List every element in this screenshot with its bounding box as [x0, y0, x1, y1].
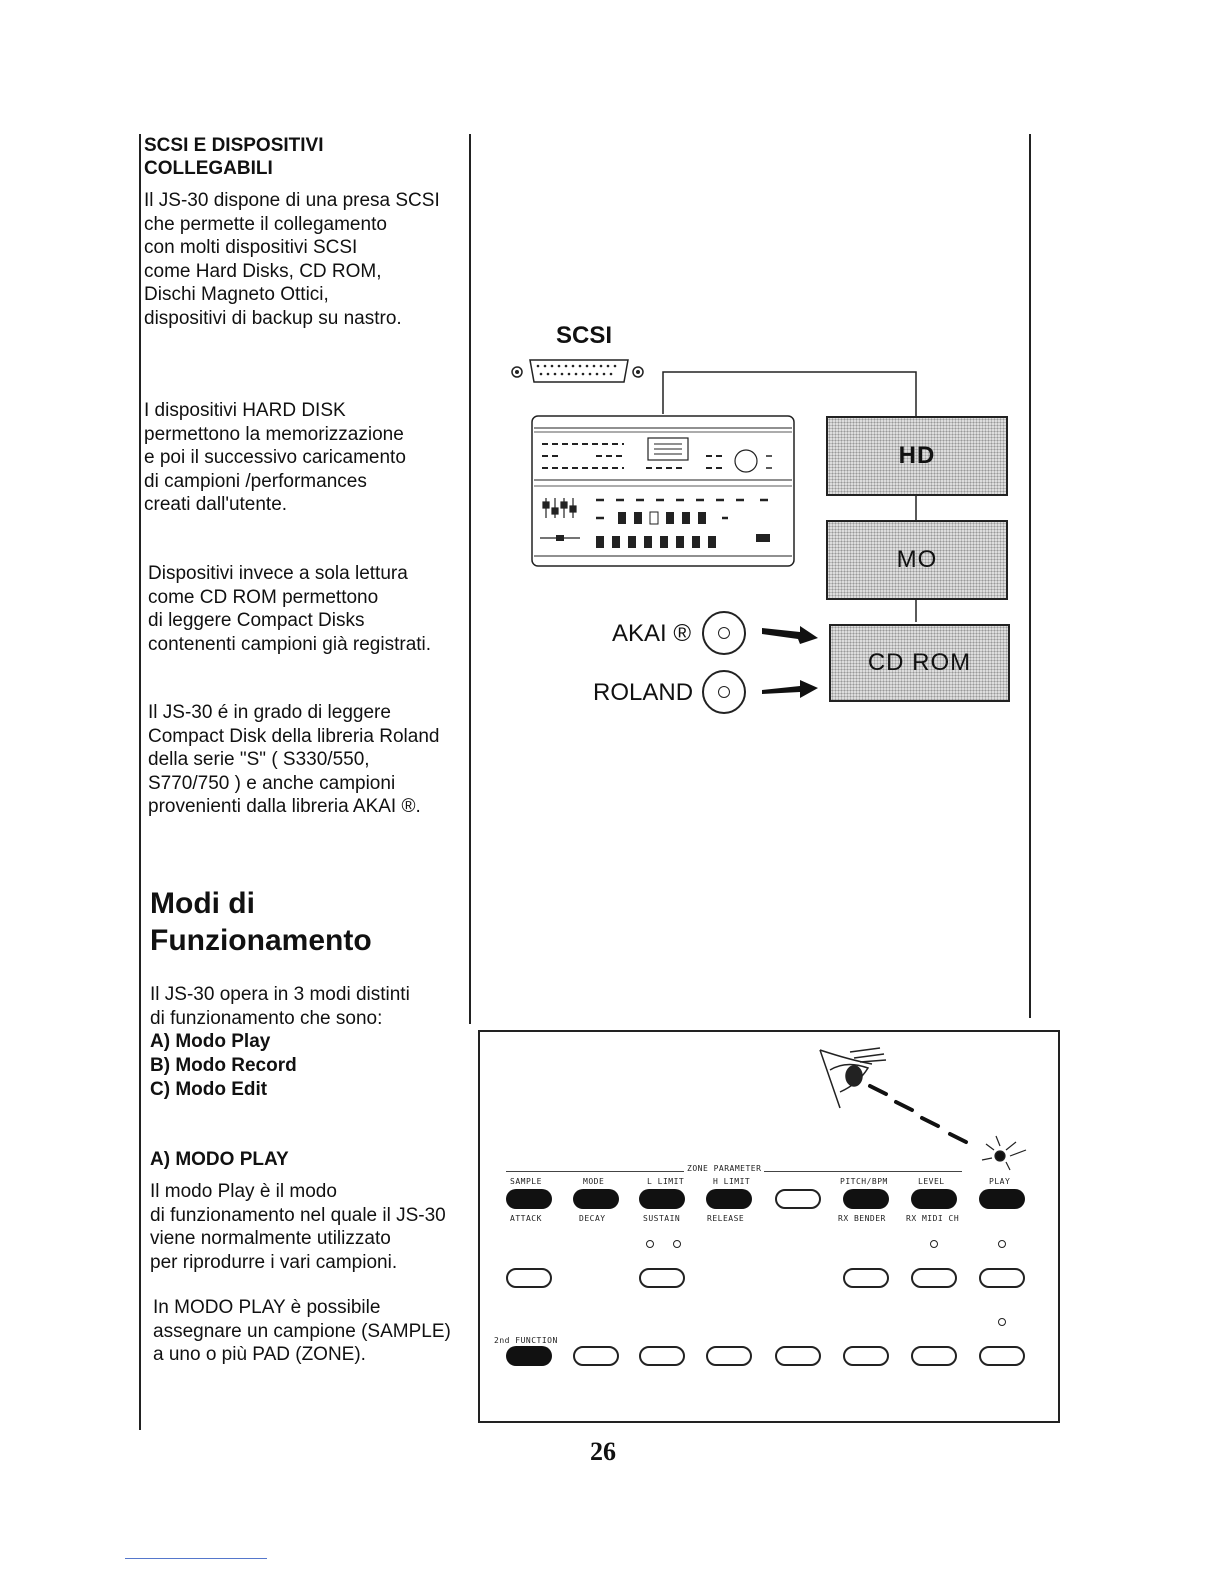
eye-pointer-graphic: [810, 1040, 1040, 1180]
h-limit-button[interactable]: [706, 1189, 752, 1209]
db25-connector-icon: [530, 360, 628, 382]
panel-label-rx-midi-ch: RX MIDI CH: [906, 1214, 960, 1223]
roland-label: ROLAND: [593, 679, 694, 706]
panel-label-mode: MODE: [583, 1177, 605, 1186]
pad-button[interactable]: [775, 1346, 821, 1366]
mo-label: MO: [896, 546, 938, 573]
l-limit-button[interactable]: [639, 1189, 685, 1209]
footnote-rule: [125, 1558, 267, 1559]
page-number: 26: [590, 1437, 616, 1466]
panel-label-h-limit: H LIMIT: [713, 1177, 751, 1186]
led-indicator: [998, 1318, 1006, 1326]
mode-b: B) Modo Record: [150, 1055, 297, 1076]
panel-label-attack: ATTACK: [510, 1214, 542, 1223]
pad-button[interactable]: [639, 1346, 685, 1366]
panel-label-level: LEVEL: [918, 1177, 945, 1186]
mode-a: A) Modo Play: [150, 1031, 271, 1052]
left-margin-rule: [139, 134, 141, 1430]
cdrom-label: CD ROM: [867, 649, 972, 676]
pad-button[interactable]: [573, 1346, 619, 1366]
second-function-label: 2nd FUNCTION: [494, 1336, 558, 1345]
pad-button[interactable]: [843, 1268, 889, 1288]
panel-label-pitch-bpm: PITCH/BPM: [840, 1177, 888, 1186]
pad-button[interactable]: [911, 1346, 957, 1366]
panel-label-decay: DECAY: [579, 1214, 606, 1223]
second-function-button[interactable]: [506, 1346, 552, 1366]
arrow-icon: [762, 626, 818, 698]
modo-play-paragraph-2: In MODO PLAY è possibile assegnare un campione (SAMPLE) a uno o più PAD (ZONE).: [153, 1297, 451, 1365]
mode-c: C) Modo Edit: [150, 1079, 268, 1100]
led-indicator: [646, 1240, 654, 1248]
column-divider-rule: [469, 134, 471, 1024]
modi-paragraph: Il JS-30 opera in 3 modi distinti di funzionamento che sono:: [150, 984, 410, 1029]
pad-button[interactable]: [911, 1268, 957, 1288]
right-margin-rule: [1029, 134, 1031, 1018]
pad-button[interactable]: [979, 1268, 1025, 1288]
pad-button[interactable]: [843, 1346, 889, 1366]
js30-unit-icon: [532, 416, 794, 566]
panel-label-play: PLAY: [989, 1177, 1011, 1186]
modo-play-heading: A) MODO PLAY: [150, 1149, 289, 1170]
mo-device-box: [826, 520, 1008, 600]
panel-label-release: RELEASE: [707, 1214, 745, 1223]
cdrom-device-box: [829, 624, 1010, 702]
panel-label-l-limit: L LIMIT: [647, 1177, 685, 1186]
modo-play-paragraph-1: Il modo Play è il modo di funzionamento nel quale il JS-30 viene normalmente utilizzato per riprodurre i vari campioni.: [150, 1181, 446, 1273]
panel-label-rx-bender: RX BENDER: [838, 1214, 886, 1223]
hd-device-box: [826, 416, 1008, 496]
scsi-paragraph-4: Il JS-30 é in grado di leggere Compact Disk della libreria Roland della serie "S" ( S330/550, S770/750 ) e anche campioni provenienti dalla libreria AKAI ®.: [148, 702, 440, 817]
level-button[interactable]: [911, 1189, 957, 1209]
eye-icon: [820, 1048, 886, 1108]
panel-label-sustain: SUSTAIN: [643, 1214, 681, 1223]
pad-button[interactable]: [979, 1346, 1025, 1366]
scsi-paragraph-1: Il JS-30 dispone di una presa SCSI che permette il collegamento con molti dispositivi SCSI come Hard Disks, CD ROM, Dischi Magneto Ottici, dispositivi di backup su nastro.: [144, 190, 440, 329]
pad-button[interactable]: [706, 1346, 752, 1366]
led-indicator: [673, 1240, 681, 1248]
roland-disc-icon: [702, 670, 746, 714]
led-indicator: [930, 1240, 938, 1248]
hd-label: HD: [898, 442, 936, 469]
pitch-bpm-button[interactable]: [843, 1189, 889, 1209]
led-flash-icon: [982, 1136, 1026, 1170]
akai-disc-icon: [702, 611, 746, 655]
led-indicator: [998, 1240, 1006, 1248]
play-button[interactable]: [979, 1189, 1025, 1209]
sample-button[interactable]: [506, 1189, 552, 1209]
modi-heading: Modi di Funzionamento: [150, 887, 372, 957]
pad-button[interactable]: [506, 1268, 552, 1288]
panel-label-sample: SAMPLE: [510, 1177, 542, 1186]
scsi-heading: SCSI E DISPOSITIVI COLLEGABILI: [144, 135, 324, 179]
pad-button[interactable]: [639, 1268, 685, 1288]
scsi-paragraph-2: I dispositivi HARD DISK permettono la memorizzazione e poi il successivo caricamento di campioni /performances creati dall'utente.: [144, 400, 406, 515]
zone-parameter-label: ZONE PARAMETER: [684, 1164, 764, 1173]
zone-blank-button[interactable]: [775, 1189, 821, 1209]
scsi-paragraph-3: Dispositivi invece a sola lettura come CD ROM permettono di leggere Compact Disks contenenti campioni già registrati.: [148, 563, 432, 655]
mode-button[interactable]: [573, 1189, 619, 1209]
scsi-label: SCSI: [556, 322, 613, 349]
akai-label: AKAI ®: [612, 620, 692, 647]
